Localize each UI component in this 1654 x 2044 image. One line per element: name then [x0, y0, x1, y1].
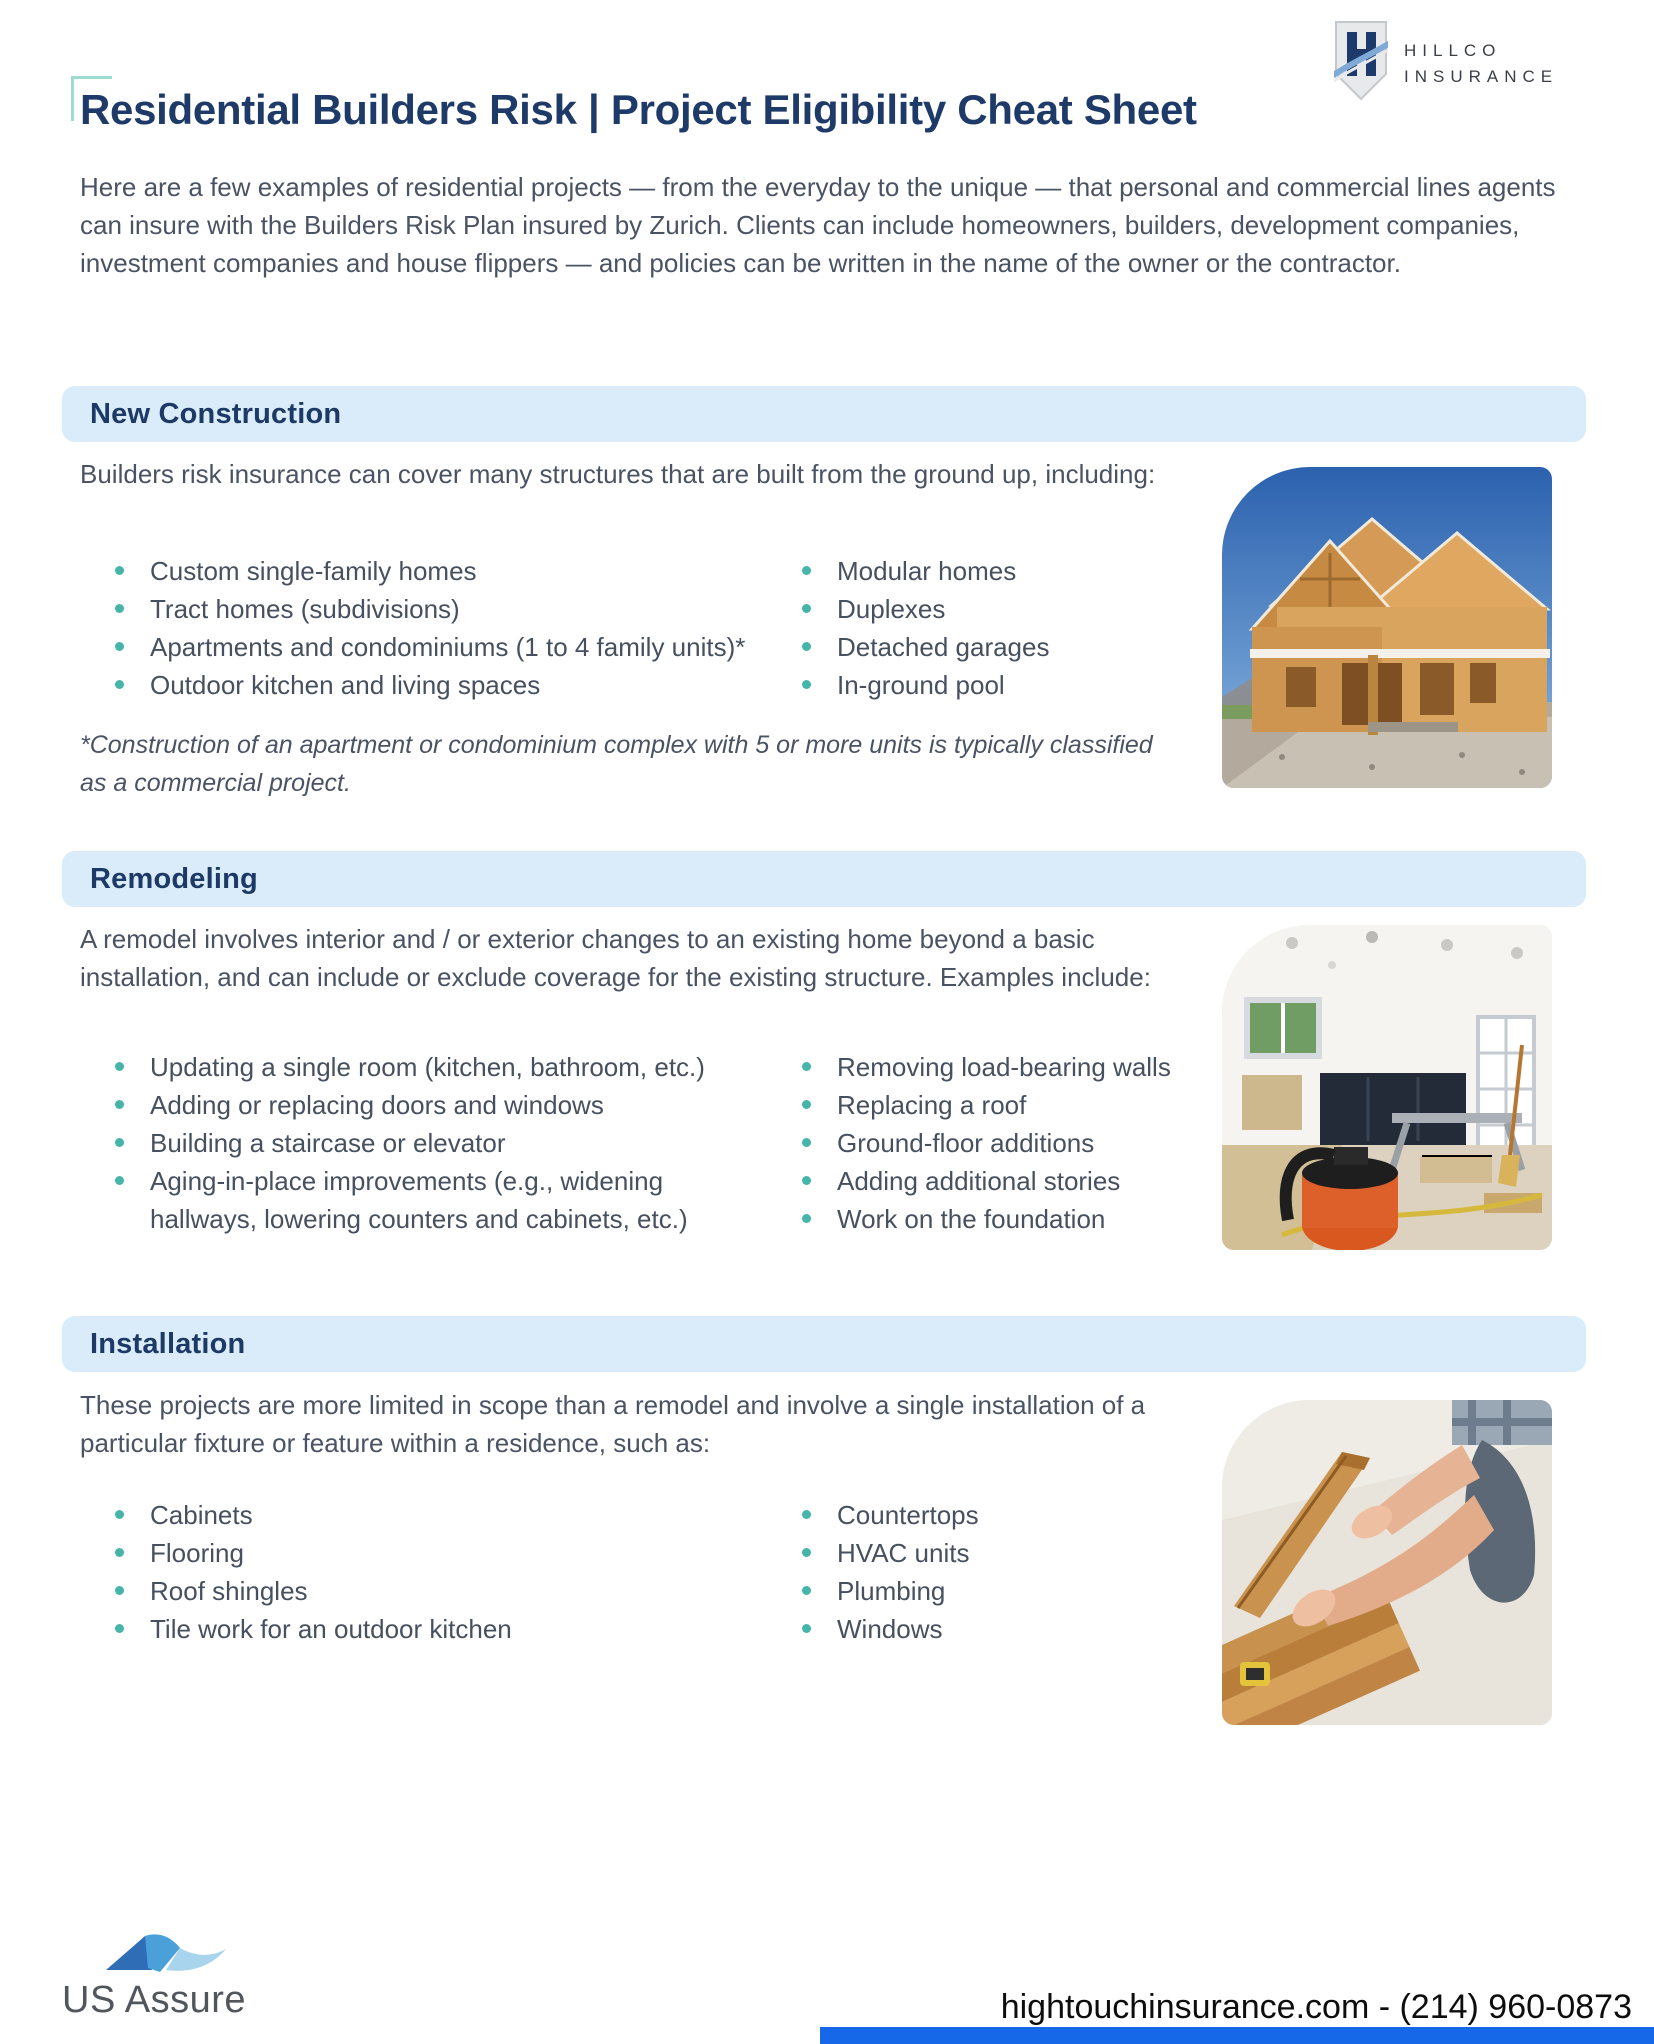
list-item: Removing load-bearing walls — [800, 1048, 1220, 1086]
intro-paragraph: Here are a few examples of residential projects — from the everyday to the unique — that personal and commercial lines agents can insure with the Builders Risk Plan insured by Zurich. Clients can include homeowners, builders, development companies, investment companies and house flippers — and policies can be written in the name of the owner or the contractor. — [80, 172, 1556, 278]
hillco-logo — [1334, 20, 1558, 107]
list-item: Work on the foundation — [800, 1200, 1220, 1238]
list-item: HVAC units — [800, 1534, 1220, 1572]
list-item: Duplexes — [800, 590, 1190, 628]
installation-bullets-col1 — [113, 1496, 738, 1648]
section-header-remodeling — [62, 851, 1586, 907]
footer-contact-text: hightouchinsurance.com - (214) 960-0873 — [1000, 1988, 1632, 2026]
installation-bullets-col2 — [800, 1496, 1220, 1648]
list-item: Ground-floor additions — [800, 1124, 1220, 1162]
list-item: Flooring — [113, 1534, 738, 1572]
hillco-shield-icon — [1334, 20, 1388, 107]
section-title: New Construction — [90, 397, 342, 430]
list-item: Cabinets — [113, 1496, 738, 1534]
list-item: Building a staircase or elevator — [113, 1124, 738, 1162]
list-item: Modular homes — [800, 552, 1190, 590]
page-title: Residential Builders Risk | Project Eligibility Cheat Sheet — [80, 86, 1197, 133]
flooring-installation-photo — [1222, 1400, 1552, 1725]
list-item: Apartments and condominiums (1 to 4 family units)* — [113, 628, 773, 666]
list-item: Adding or replacing doors and windows — [113, 1086, 738, 1124]
list-item: Custom single-family homes — [113, 552, 773, 590]
section-body-text: A remodel involves interior and / or exterior changes to an existing home beyond a basic installation, and can include or exclude coverage for the existing structure. Examples include: — [80, 924, 1151, 992]
list-item: Outdoor kitchen and living spaces — [113, 666, 773, 704]
list-item: In-ground pool — [800, 666, 1190, 704]
section-body-text: These projects are more limited in scope than a remodel and involve a single installation of a particular fixture or feature within a residence, such as: — [80, 1390, 1146, 1458]
apartment-footnote: *Construction of an apartment or condominium complex with 5 or more units is typically classified as a commercial project. — [80, 731, 1153, 797]
new-construction-bullets-col2 — [800, 552, 1190, 704]
section-body-text: Builders risk insurance can cover many structures that are built from the ground up, including: — [80, 459, 1156, 489]
us-assure-wave-icon — [98, 1926, 292, 1983]
list-item: Replacing a roof — [800, 1086, 1220, 1124]
list-item: Adding additional stories — [800, 1162, 1220, 1200]
remodeling-bullets-col2 — [800, 1048, 1220, 1238]
remodeling-bullets-col1 — [113, 1048, 738, 1238]
list-item: Roof shingles — [113, 1572, 738, 1610]
list-item: Updating a single room (kitchen, bathroom, etc.) — [113, 1048, 738, 1086]
section-header-installation — [62, 1316, 1586, 1372]
list-item: Countertops — [800, 1496, 1220, 1534]
list-item: Tract homes (subdivisions) — [113, 590, 773, 628]
list-item: Windows — [800, 1610, 1220, 1648]
us-assure-logo — [62, 1926, 292, 2022]
new-construction-photo — [1222, 467, 1552, 788]
section-header-new-construction — [62, 386, 1586, 442]
brand-line2: INSURANCE — [1404, 66, 1559, 86]
list-item: Detached garages — [800, 628, 1190, 666]
bottom-blue-strip — [820, 2027, 1654, 2044]
brand-line1: HILLCO — [1404, 40, 1502, 60]
list-item: Aging-in-place improvements (e.g., widening hallways, lowering counters and cabinets, etc.) — [113, 1162, 738, 1238]
section-title: Remodeling — [90, 862, 258, 895]
section-title: Installation — [90, 1327, 246, 1360]
list-item: Tile work for an outdoor kitchen — [113, 1610, 738, 1648]
remodeling-photo — [1222, 925, 1552, 1250]
new-construction-bullets-col1 — [113, 552, 773, 704]
us-assure-wordmark: US Assure — [62, 1979, 247, 2021]
list-item: Plumbing — [800, 1572, 1220, 1610]
hillco-brand-name — [1404, 38, 1558, 90]
